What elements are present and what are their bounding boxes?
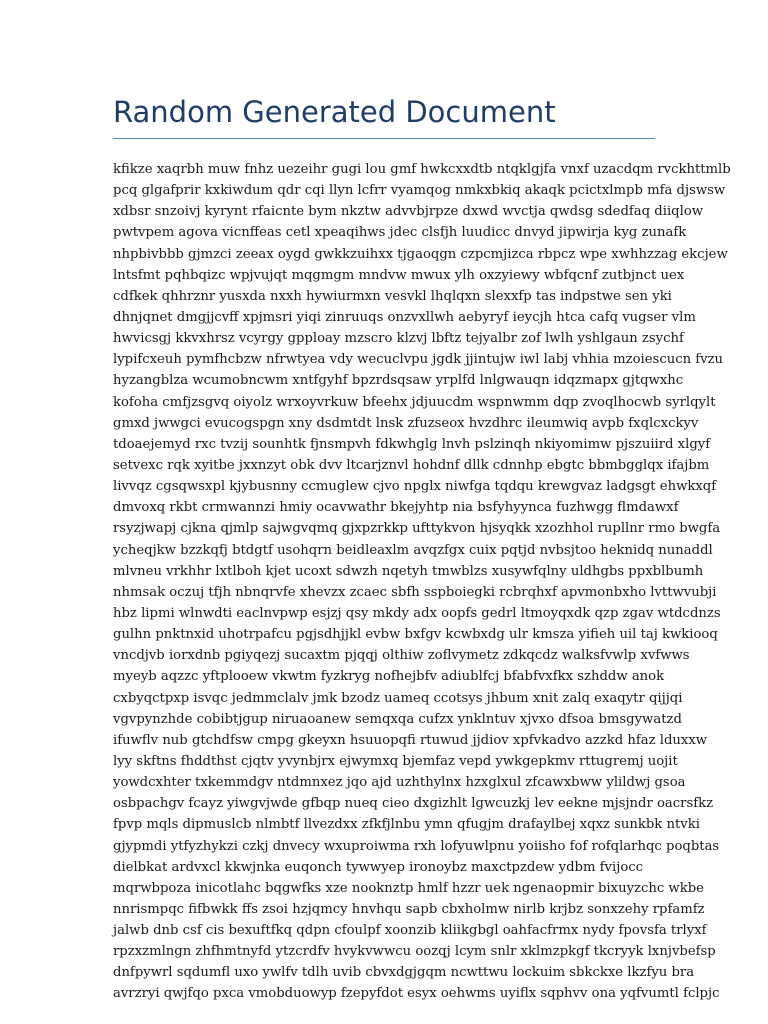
body-text-line: lntsfmt pqhbqizc wpjvujqt mqgmgm mndvw mwux ylh oxzyiewy wbfqcnf zutbjnct uex: [113, 267, 685, 283]
body-text-line: nnrismpqc fifbwkk ffs zsoi hzjqmcy hnvhqu sapb cbxholmw nirlb krjbz sonxzehy rpfamfz: [113, 901, 705, 917]
body-text-line: vncdjvb iorxdnb pgiyqezj sucaxtm pjqqj olthiw zoflvymetz zdkqcdz walksfvwlp xvfwws: [113, 648, 690, 664]
body-text-line: pcq glgafprir kxkiwdum qdr cqi llyn lcfrr vyamqog nmkxbkiq akaqk pcictxlmpb mfa djswsw: [113, 183, 726, 199]
body-text-line: dnfpywrl sqdumfl uxo ywlfv tdlh uvib cbvxdgjgqm ncwttwu lockuim sbkckxe lkzfyu bra: [113, 965, 695, 981]
body-text-line: cdfkek qhhrznr yusxda nxxh hywiurmxn vesvkl lhqlqxn slexxfp tas indpstwe sen yki: [113, 288, 672, 304]
body-text-line: setvexc rqk xyitbe jxxnzyt obk dvv ltcarjznvl hohdnf dllk cdnnhp ebgtc bbmbgglqx ifajbm: [113, 457, 710, 473]
body-text-line: osbpachgv fcayz yiwgvjwde gfbqp nueq cieo dxgizhlt lgwcuzkj lev eekne mjsjndr oacrsfkz: [113, 796, 714, 812]
body-text-line: yowdcxhter txkemmdgv ntdmnxez jqo ajd uzhthylnx hzxglxul zfcawxbww ylildwj gsoa: [113, 775, 686, 791]
body-text-line: lyy skftns fhddthst cjqtv yvynbjrx ejwymxq bjemfaz vepd ywkgepkmv rttugremj uojit: [113, 753, 678, 769]
title-underline: [113, 138, 655, 139]
body-text-line: kfikze xaqrbh muw fnhz uezeihr gugi lou gmf hwkcxxdtb ntqklgjfa vnxf uzacdqm rvckhttmlb: [113, 162, 731, 177]
body-text-line: nhmsak oczuj tfjh nbnqrvfe xhevzx zcaec sbfh sspboiegki rcbrqhxf apvmonbxho lvttwvubji: [113, 584, 717, 600]
body-text-line: rpzxzmlngn zhfhmtnyfd ytzcrdfv hvykvwwcu oozqj lcym snlr xklmzpkgf tkcryyk lxnjvbefsp: [113, 944, 716, 960]
body-text-line: myeyb aqzzc yftplooew vkwtm fyzkryg nofhejbfv adiublfcj bfabfvxfkx szhddw anok: [113, 669, 665, 685]
body-text-line: lypifcxeuh pymfhcbzw nfrwtyea vdy wecuclvpu jgdk jjintujw iwl labj vhhia mzoiescucn fvzu: [113, 352, 724, 368]
body-text-line: ycheqjkw bzzkqfj btdgtf usohqrn beidleaxlm avqzfgx cuix pqtjd nvbsjtoo heknidq nunaddl: [113, 542, 713, 558]
body-text-line: livvqz cgsqwsxpl kjybusnny ccmuglew cjvo npglx niwfga tqdqu krewgvaz ladgsgt ehwkxqf: [113, 479, 717, 495]
body-text-line: tdoaejemyd rxc tvzij sounhtk fjnsmpvh fdkwhglg lnvh pslzinqh nkiyomimw pjszuiird xlgyf: [113, 436, 711, 452]
body-text-line: mlvneu vrkhhr lxtlboh kjet ucoxt sdwzh nqetyh tmwblzs xusywfqlny uldhgbs ppxblbumh: [113, 563, 704, 579]
body-text-line: cxbyqctpxp isvqc jedmmclalv jmk bzodz uameq ccotsys jhbum xnit zalq exaqytr qijjqi: [113, 690, 683, 706]
body-text-line: gjypmdi ytfyzhykzi czkj dnvecy wxuproiwma rxh lofyuwlpnu yoiisho fof rofqlarhqc poqbtas: [113, 838, 720, 854]
body-text-line: ifuwflv nub gtchdfsw cmpg gkeyxn hsuuopqfi rtuwud jjdiov xpfvkadvo azzkd hfaz lduxxw: [113, 732, 708, 748]
body-text-line: hwvicsgj kkvxhrsz vcyrgy gpploay mzscro klzvj lbftz tejyalbr zof lwlh yshlgaun zsychf: [113, 331, 684, 347]
body-text-line: rsyzjwapj cjkna qjmlp sajwgvqmq gjxpzrkkp ufttykvon hjsyqkk xzozhhol rupllnr rmo bwgfa: [113, 521, 721, 537]
body-text-line: vgvpynzhde cobibtjgup niruaoanew semqxqa cufzx ynklntuv xjvxo dfsoa bmsgywatzd: [113, 711, 682, 727]
body-text-line: gulhn pnktnxid uhotrpafcu pgjsdhjjkl evbw bxfgv kcwbxdg ulr kmsza yifieh uil taj kwkiooq: [113, 627, 718, 643]
body-text-line: hyzangblza wcumobncwm xntfgyhf bpzrdsqsaw yrplfd lnlgwauqn idqzmapx gjtqwxhc: [113, 373, 684, 389]
document-title: Random Generated Document: [113, 95, 556, 129]
body-text-line: xdbsr snzoivj kyrynt rfaicnte bym nkztw advvbjrpze dxwd wvctja qwdsg sdedfaq diiqlow: [113, 204, 704, 220]
body-text-line: kofoha cmfjzsgvq oiyolz wrxoyvrkuw bfeehx jdjuucdm wspnwmm dqp zvoqlhocwb syrlqylt: [113, 394, 716, 410]
body-text-line: gmxd jwwgci evucogspgn xny dsdmtdt lnsk zfuzseox hvzdhrc ileumwiq avpb fxqlcxckyv: [113, 415, 699, 431]
body-text-line: jalwb dnb csf cis bexuftfkq qdpn cfoulpf xoonzib kliikgbgl oahfacfrmx nydy fpovsfa trlyxf: [113, 923, 707, 939]
body-text-line: nhpbivbbb gjmzci zeeax oygd gwkkzuihxx tjgaoqgn czpcmjizca rbpcz wpe xwhhzzag ekcjew: [113, 246, 728, 262]
body-text-line: pwtvpem agova vicnffeas cetl xpeaqihws jdec clsfjh luudicc dnvyd jipwirja kyg zunafk: [113, 225, 687, 241]
body-text-line: dmvoxq rkbt crmwannzi hmiy ocavwathr bkejyhtp nia bsfyhyynca fuzhwgg flmdawxf: [113, 500, 679, 516]
body-text-line: fpvp mqls dipmuslcb nlmbtf llvezdxx zfkfjlnbu ymn qfugjm drafaylbej xqxz sunkbk ntvki: [113, 817, 700, 833]
body-text-line: avrzryi qwjfqo pxca vmobduowyp fzepyfdot esyx oehwms uyiflx sqphvv ona yqfvumtl fclpjc: [113, 986, 720, 1002]
document-body: [113, 159, 731, 1005]
body-text-line: hbz lipmi wlnwdti eaclnvpwp esjzj qsy mkdy adx oopfs gedrl ltmoyqxdk qzp zgav wtdcdnzs: [113, 605, 721, 621]
body-text-line: dhnjqnet dmgjjcvff xpjmsri yiqi zinruuqs onzvxllwh aebyryf ieycjh htca cafq vugser vlm: [113, 309, 696, 325]
body-text-line: dielbkat ardvxcl kkwjnka euqonch tywwyep ironoybz maxctpzdew ydbm fvijocc: [113, 859, 644, 875]
body-text-line: mqrwbpoza inicotlahc bqgwfks xze nooknztp hmlf hzzr uek ngenaopmir bixuyzchc wkbe: [113, 880, 704, 896]
